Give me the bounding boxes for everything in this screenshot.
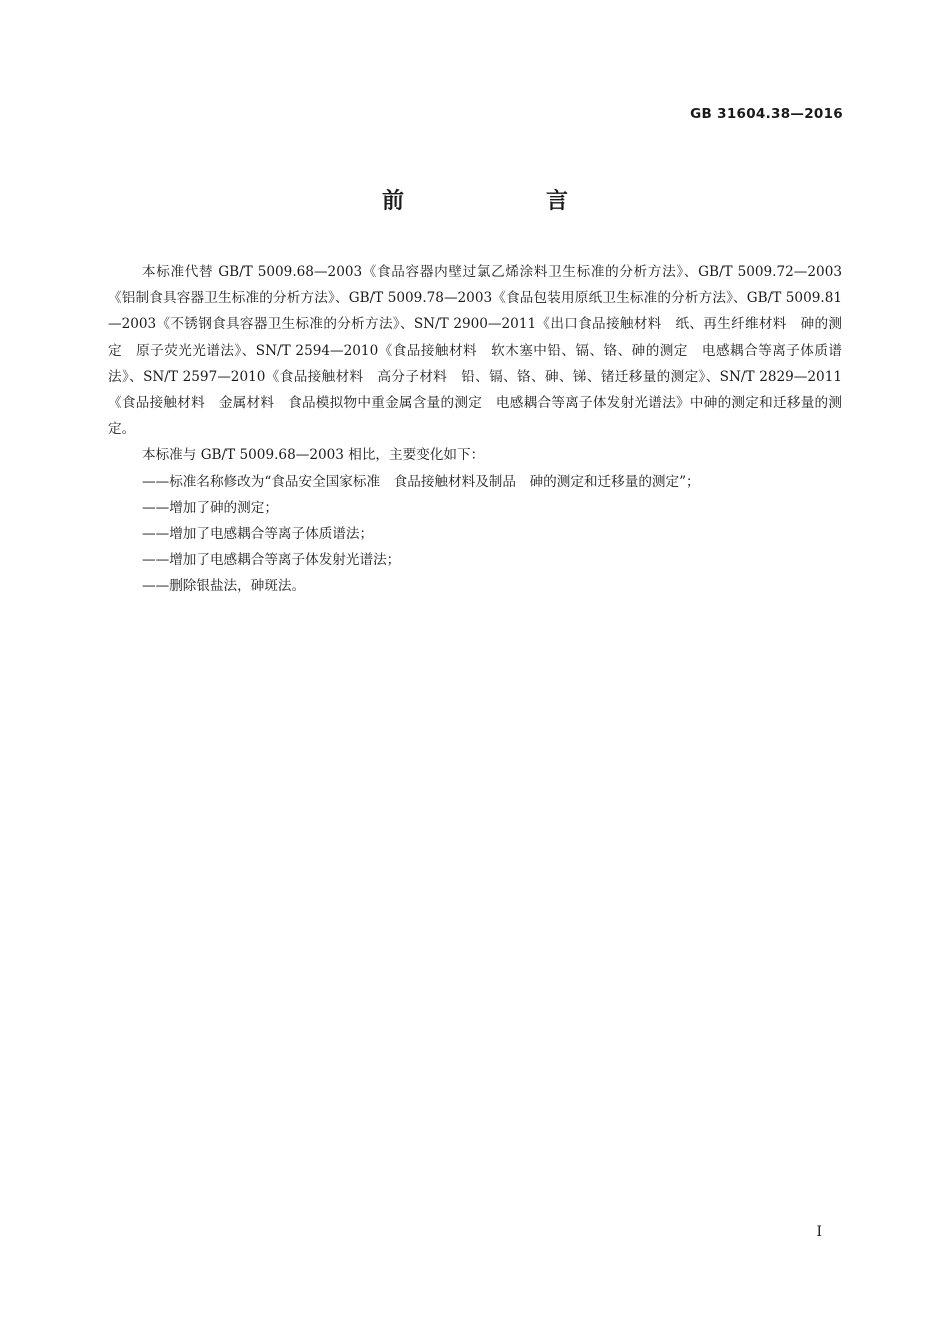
page-title: 前 言 — [381, 189, 628, 214]
change-item: ——增加了电感耦合等离子体发射光谱法； — [142, 552, 401, 569]
change-item: ——增加了电感耦合等离子体质谱法； — [142, 526, 374, 543]
page-number: I — [816, 1224, 822, 1240]
change-item: ——增加了砷的测定； — [142, 499, 278, 516]
changes-intro-paragraph: 本标准与 GB/T 5009.68—2003 相比，主要变化如下： — [142, 447, 485, 464]
standard-code: GB 31604.38—2016 — [690, 106, 843, 122]
preface-body — [108, 259, 842, 600]
change-item: ——删除银盐法，砷斑法。 — [142, 578, 306, 595]
change-item: ——标准名称修改为“食品安全国家标准 食品接触材料及制品 砷的测定和迁移量的测定”； — [142, 473, 700, 490]
replacement-paragraph: 本标准代替 GB/T 5009.68—2003《食品容器内壁过氯乙烯涂料卫生标准的分析方法》、GB/T 5009.72—2003《铝制食具容器卫生标准的分析方法》、GB/T 5009.78—2003《食品包装用原纸卫生标准的分析方法》、GB/T 5009.81—2003《不锈钢食具容器卫生标准的分析方法》、SN/T 2900—2011《出口食品接触材料 纸、再生纤维材料 砷的测定 原子荧光光谱法》、SN/T 2594—2010《食品接触材料 软木塞中铅、镉、铬、砷的测定 电感耦合等离子体质谱法》、SN/T 2597—2010《食品接触材料 高分子材料 铅、镉、铬、砷、锑、锗迁移量的测定》、SN/T 2829—2011《食品接触材料 金属材料 食品模拟物中重金属含量的测定 电感耦合等离子体发射光谱法》中砷的测定和迁移量的测定。 — [108, 264, 842, 438]
